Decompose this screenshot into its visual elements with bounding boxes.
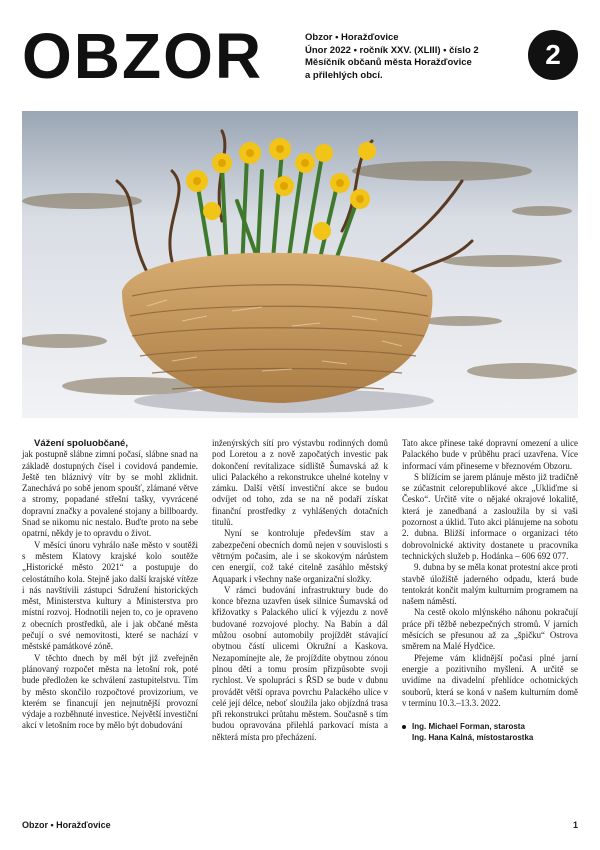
article-paragraph: V těchto dnech by měl být již zveřejněn plánovaný rozpočet města na letošní rok, poté bude předložen ke schválení zastupitelstvu. Tím by město skončilo rozpočtové provizorium, ve kterém se financují jen nejnutnější provozní výdaje a rozběhnuté investice. Největší investiční akcí v letošním roce by mělo být dobudování (22, 652, 198, 731)
issue-info-line: a přilehlých obcí. (305, 69, 383, 81)
article-paragraph: S blížícím se jarem plánuje město již tradičně se zúčastnit celorepublikové akce „Ukliďme si Česko“. Určitě víte o nějaké okrajové lokalitě, která je zanedbaná a zasloužila by si vaši pozornost a úklid. Tuto akci plánujeme na sobotu 2. dubna. Bližší informace o organizaci této dobrovolnické aktivity dostanete u pracovníka technických služeb p. Hodánka – 606 692 077. (402, 471, 578, 561)
issue-number-badge: 2 (528, 30, 578, 80)
signatures (402, 721, 578, 743)
page-number: 1 (572, 820, 578, 830)
article-greeting: Vážení spoluobčané, (34, 438, 128, 449)
article-paragraph: V rámci budování infrastruktury bude do konce března uzavřen úsek silnice Šumavská od křižovatky s Palackého ulicí k výjezdu z nově budované rozvojové plochy. Na Babín a dál můžou osobní automobily projíždět stávající obytnou částí ulicemi Okružní a Kaskova. Nezapomínejte ale, že projíždíte obytnou zónou plnou dětí a tomu prosím přizpůsobte svoji rychlost. Ve spolupráci s ŘSD se bude v dubnu provádět větší oprava povrchu Palackého ulice v celé její délce, neboť sloužila jako objízdná trasa při rekonstrukci průtahu městem. Současně s tím budou opravována přilehlá parkovací místa a některá místa pro přecházení. (212, 584, 388, 742)
article-paragraph: 9. dubna by se měla konat protestní akce proti stavbě úložiště jaderného odpadu, která bude tentokrát končit malým kulturním programem na našem náměstí. (402, 562, 578, 607)
article-paragraph: Tato akce přinese také dopravní omezení a ulice Palackého bude v průběhu prací uzavřena. Více informací vám přineseme v březnovém Obzoru. (402, 438, 578, 471)
article-column-3 (402, 438, 578, 808)
issue-info-line: Únor 2022 • ročník XXV. (XLIII) • číslo 2 (305, 44, 479, 56)
article-paragraph: Přejeme vám klidnější počasí plné jarní energie a pozitivního myšlení. A určitě se uvidíme na divadelní přehlídce ochotnických souborů, která se koná v našem kulturním domě v termínu 10.3.–13.3. 2022. (402, 652, 578, 708)
signature-deputy-mayor: Ing. Hana Kalná, místostarostka (412, 733, 534, 743)
issue-info (305, 32, 520, 82)
issue-info-line: Obzor • Horažďovice (305, 32, 399, 43)
footer-publication-name: Obzor • Horažďovice (22, 820, 111, 830)
article-paragraph: inženýrských sítí pro výstavbu rodinných domů pod Loretou a z nově započatých investic pak dokončení revitalizace sídliště Šumavská až k ulici Palackého a rekonstrukce uhelné kotelny v zámku. Další větší investiční akce se budou odvíjet od toho, zda se na ně podaří získat finanční prostředky z vyhlášených dotačních titulů. (212, 438, 388, 528)
page-footer (22, 820, 578, 834)
masthead-logo: OBZOR (22, 20, 264, 92)
masthead (22, 20, 582, 94)
editorial-article (22, 438, 578, 808)
article-column-2 (212, 438, 388, 808)
article-paragraph: Na cestě okolo mlýnského náhonu pokračují práce při těžbě nebezpečných stromů. V jarních měsících se přesunou až za „špičku“ Ostrova směrem na Malé Hydčice. (402, 607, 578, 652)
article-column-1 (22, 438, 198, 808)
issue-info-line: Měsíčník občanů města Horažďovice (305, 57, 472, 68)
article-paragraph: Nyní se kontroluje především stav a zabezpečení obecních domů nejen v souvislosti s větrným počasím, ale i se skokovým nárůstem cen energií, což také citelně zasáhlo městský Aquapark i všechny naše organizační složky. (212, 528, 388, 584)
signature-mayor: Ing. Michael Forman, starosta (402, 721, 578, 732)
article-paragraph: jak postupně slábne zimní počasí, slábne snad na základě dostupných čísel i covidová pandemie. Ještě ten bláznivý vítr by se mohl zklidnit. Zanechává po sobě jenom spoušť, zlámané větve a stromy, popadané střešní tašky, vyvrácené dopravní značky a povalené stojany a billboardy. Snad se nikomu nic nestalo. Buďte proto na sebe opatrní, někdy je to opravdu o život. (22, 449, 198, 539)
article-paragraph: V měsíci únoru vyhrálo naše město v soutěži s městem Klatovy krajské kolo soutěže „Historické město 2021“ a postupuje do celostátního kola. Stejně jako další krajské vítěze i nás navštívili zástupci Sdružení historických měst, Ministerstva kultury a Ministerstva pro místní rozvoj. Hodnotili nejen to, co je opraveno z obecních prostředků, ale i jak občané města pečují o své nemovitosti, které se nachází v městské památkové zóně. (22, 539, 198, 652)
cover-photo (22, 111, 578, 418)
